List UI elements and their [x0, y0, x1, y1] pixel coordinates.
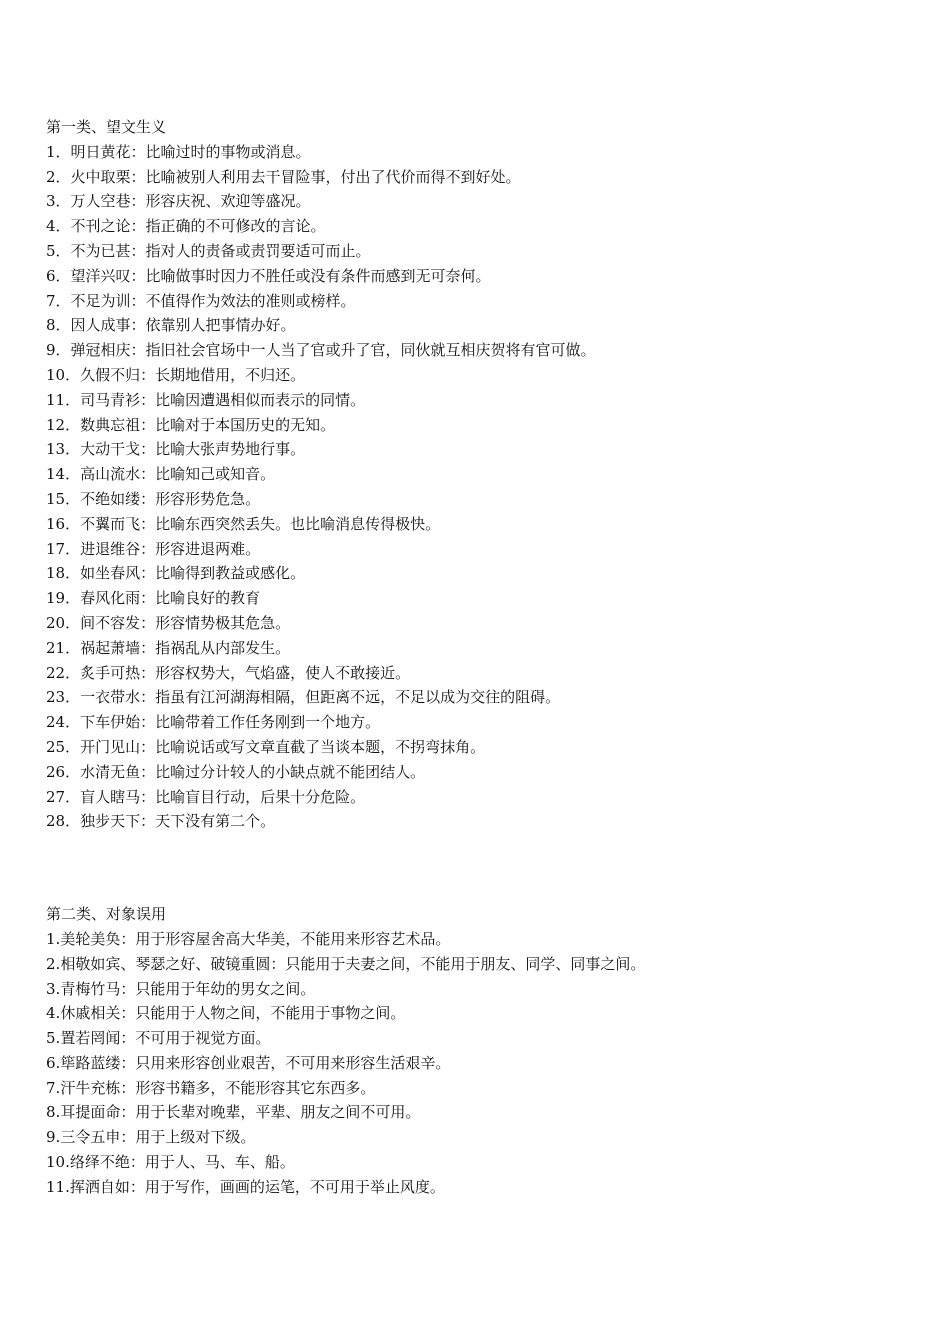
item-number: 3．: [46, 192, 71, 211]
item-text: 因人成事：依靠别人把事情办好。: [70, 316, 296, 335]
item-text: 汗牛充栋：形容书籍多，不能形容其它东西多。: [60, 1078, 376, 1097]
section-title: 第一类、望文生义: [46, 118, 167, 136]
list-item: [46, 313, 926, 338]
item-text: 青梅竹马：只能用于年幼的男女之间。: [60, 979, 316, 998]
item-number: 27．: [46, 787, 81, 806]
list-item: [46, 214, 926, 239]
item-text: 数典忘祖：比喻对于本国历史的无知。: [80, 415, 336, 434]
item-text: 筚路蓝缕：只用来形容创业艰苦，不可用来形容生活艰辛。: [60, 1053, 451, 1072]
item-text: 大动干戈：比喻大张声势地行事。: [80, 440, 306, 459]
list-item: [46, 809, 926, 834]
item-number: 13．: [46, 440, 81, 459]
list-item: [46, 462, 926, 487]
item-text: 美轮美奂：用于形容屋舍高大华美，不能用来形容艺术品。: [60, 929, 451, 948]
item-number: 17．: [46, 539, 81, 558]
item-text: 置若罔闻：不可用于视觉方面。: [60, 1029, 271, 1048]
item-number: 20．: [46, 613, 81, 632]
list-item: [46, 512, 926, 537]
list-item: [46, 1051, 926, 1076]
item-text: 如坐春风：比喻得到教益或感化。: [80, 564, 306, 583]
item-number: 21．: [46, 638, 81, 657]
list-item: [46, 338, 926, 363]
item-number: 26．: [46, 762, 81, 781]
list-item: [46, 1026, 926, 1051]
item-number: 16．: [46, 514, 81, 533]
item-number: 23．: [46, 688, 81, 707]
item-text: 火中取栗：比喻被别人利用去干冒险事，付出了代价而得不到好处。: [70, 167, 521, 186]
item-number: 7.: [46, 1078, 61, 1097]
item-text: 水清无鱼：比喻过分计较人的小缺点就不能团结人。: [80, 762, 426, 781]
item-number: 6.: [46, 1053, 61, 1072]
list-item: [46, 1100, 926, 1125]
list-item: [46, 760, 926, 785]
section-duixiangwuyong: [46, 902, 926, 1200]
item-number: 15．: [46, 489, 81, 508]
list-item: [46, 1175, 926, 1200]
list-item: [46, 586, 926, 611]
document-page: [46, 115, 926, 1200]
item-number: 10．: [46, 365, 81, 384]
item-number: 1.: [46, 929, 61, 948]
item-text: 盲人瞎马：比喻盲目行动，后果十分危险。: [80, 787, 366, 806]
item-number: 10.: [46, 1153, 70, 1172]
list-item: [46, 1076, 926, 1101]
list-item: [46, 1125, 926, 1150]
item-text: 祸起萧墙：指祸乱从内部发生。: [80, 638, 291, 657]
item-number: 11．: [46, 390, 81, 409]
list-item: [46, 437, 926, 462]
item-text: 进退维谷：形容进退两难。: [80, 539, 261, 558]
section-wangwenshengyi: [46, 115, 926, 834]
item-text: 下车伊始：比喻带着工作任务刚到一个地方。: [80, 713, 381, 732]
list-item: [46, 363, 926, 388]
list-item: [46, 952, 926, 977]
item-text: 独步天下：天下没有第二个。: [80, 812, 276, 831]
item-text: 春风化雨：比喻良好的教育: [80, 589, 261, 608]
item-text: 间不容发：形容情势极其危急。: [80, 613, 291, 632]
item-text: 明日黄花：比喻过时的事物或消息。: [70, 142, 311, 161]
item-text: 久假不归：长期地借用，不归还。: [80, 365, 306, 384]
item-text: 络绎不绝：用于人、马、车、船。: [69, 1153, 295, 1172]
item-text: 休戚相关：只能用于人物之间，不能用于事物之间。: [60, 1004, 406, 1023]
item-number: 9.: [46, 1128, 61, 1147]
item-text: 司马青衫：比喻因遭遇相似而表示的同情。: [80, 390, 366, 409]
item-number: 2.: [46, 954, 61, 973]
item-text: 挥洒自如：用于写作，画画的运笔，不可用于举止风度。: [69, 1177, 445, 1196]
list-item: [46, 710, 926, 735]
item-number: 4.: [46, 1004, 61, 1023]
item-number: 11.: [46, 1177, 70, 1196]
item-text: 三令五申：用于上级对下级。: [60, 1128, 256, 1147]
item-text: 高山流水：比喻知己或知音。: [80, 465, 276, 484]
item-text: 开门见山：比喻说话或写文章直截了当谈本题，不拐弯抹角。: [80, 737, 486, 756]
item-text: 不绝如缕：形容形势危急。: [80, 489, 261, 508]
list-item: [46, 927, 926, 952]
list-item: [46, 289, 926, 314]
item-text: 望洋兴叹：比喻做事时因力不胜任或没有条件而感到无可奈何。: [70, 266, 491, 285]
item-text: 相敬如宾、琴瑟之好、破镜重圆：只能用于夫妻之间，不能用于朋友、同学、同事之间。: [60, 954, 646, 973]
item-text: 一衣带水：指虽有江河湖海相隔，但距离不远，不足以成为交往的阻碍。: [80, 688, 561, 707]
list-item: [46, 165, 926, 190]
item-text: 不足为训：不值得作为效法的准则或榜样。: [70, 291, 356, 310]
list-item: [46, 735, 926, 760]
item-text: 不翼而飞：比喻东西突然丢失。也比喻消息传得极快。: [80, 514, 441, 533]
item-number: 7．: [46, 291, 71, 310]
list-item: [46, 537, 926, 562]
item-text: 万人空巷：形容庆祝、欢迎等盛况。: [70, 192, 311, 211]
list-item: [46, 388, 926, 413]
item-text: 炙手可热：形容权势大，气焰盛，使人不敢接近。: [80, 663, 411, 682]
list-item: [46, 611, 926, 636]
item-text: 不刊之论：指正确的不可修改的言论。: [70, 217, 326, 236]
idiom-list: [46, 927, 926, 1200]
item-number: 28．: [46, 812, 81, 831]
item-number: 18．: [46, 564, 81, 583]
list-item: [46, 239, 926, 264]
list-item: [46, 413, 926, 438]
item-number: 5．: [46, 241, 71, 260]
item-number: 19．: [46, 589, 81, 608]
section-title: 第二类、对象误用: [46, 905, 167, 924]
item-number: 1．: [46, 142, 71, 161]
idiom-list: [46, 140, 926, 834]
list-item: [46, 487, 926, 512]
item-number: 25．: [46, 737, 81, 756]
item-number: 8．: [46, 316, 71, 335]
item-number: 24．: [46, 713, 81, 732]
list-item: [46, 1150, 926, 1175]
item-number: 6．: [46, 266, 71, 285]
list-item: [46, 977, 926, 1002]
list-item: [46, 636, 926, 661]
item-number: 2．: [46, 167, 71, 186]
item-number: 22．: [46, 663, 81, 682]
item-number: 5.: [46, 1029, 61, 1048]
list-item: [46, 264, 926, 289]
item-number: 8.: [46, 1103, 61, 1122]
list-item: [46, 561, 926, 586]
section-spacer: [46, 834, 926, 902]
list-item: [46, 685, 926, 710]
item-number: 3.: [46, 979, 61, 998]
list-item: [46, 785, 926, 810]
list-item: [46, 1001, 926, 1026]
item-text: 弹冠相庆：指旧社会官场中一人当了官或升了官，同伙就互相庆贺将有官可做。: [70, 341, 596, 360]
item-text: 不为已甚：指对人的责备或责罚要适可而止。: [70, 241, 371, 260]
item-number: 4．: [46, 217, 71, 236]
item-number: 9．: [46, 341, 71, 360]
list-item: [46, 140, 926, 165]
list-item: [46, 189, 926, 214]
item-text: 耳提面命：用于长辈对晚辈，平辈、朋友之间不可用。: [60, 1103, 421, 1122]
item-number: 12．: [46, 415, 81, 434]
list-item: [46, 661, 926, 686]
item-number: 14．: [46, 465, 81, 484]
